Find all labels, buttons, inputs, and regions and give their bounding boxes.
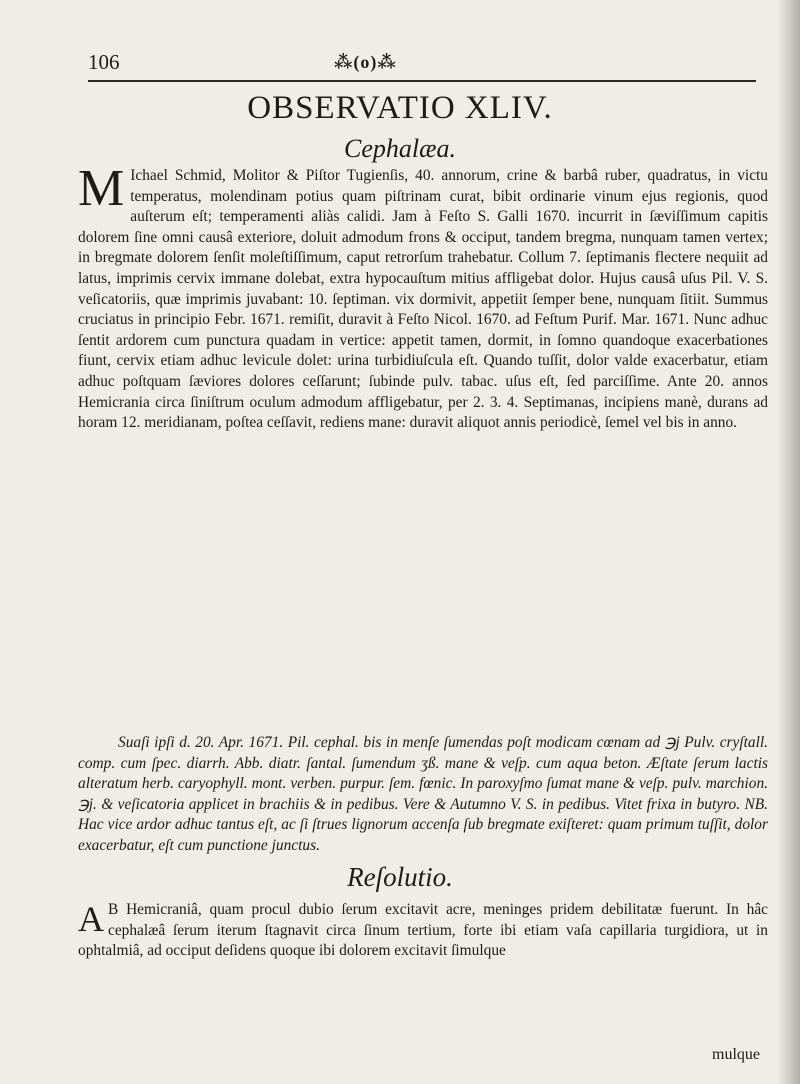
resolutio-paragraph (78, 900, 768, 962)
drop-cap: M (78, 160, 125, 217)
observation-text: Ichael Schmid, Molitor & Piſtor Tugienſis, 40. annorum, crine & barbâ ruber, quadratus, in victu temperatus, molendinam potius quam piſtrinam curat, bibit ordinarie vinum ejus regionis, quod auſterum eſt; temperamenti aliàs calidi. Jam à Feſto S. Galli 1670. incurrit in ſæviſſimum capitis dolorem ſine omni causâ exteriore, doluit admodum frons & occiput, tandem bregma, nunquam tamen vertex; in bregmate dolorem ſenſit moleſtiſſimum, caput retrorſum trahebatur. Collum 7. ſeptimanis flectere nequiit ad latus, imprimis cervix immane dolebat, extra hypocauſtum mitius affligebat dolor. Hujus causâ uſus Pil. V. S. veſicatoriis, quæ imprimis juvabant: 10. ſeptiman. vix dormivit, appetiit ſemper bene, nunquam ſitiit. Summus cruciatus in principio Febr. 1671. remiſit, duravit à Feſto Nicol. 1670. ad Feſtum Purif. Mar. 1671. Nunc adhuc ſentit ardorem cum punctura quadam in vertice: appetit tamen, dormit, in ſomno quandoque exacerbationes fiunt, cervix etiam adhuc levicule dolet: urina turbidiuſcula eſt. Quando tuſſit, dolor valde exacerbatur, etiam adhuc poſtquam ſæviores dolores ceſſarunt; ſubinde pulv. tabac. uſus eſt, ſed parciſſime. Ante 20. annos Hemicrania circa ſiniſtrum oculum admodum affligebatur, per 2. 3. 4. Septimanas, incipiens manè, durans ad horam 12. meridianam, poſtea ceſſavit, rediens mane: duravit aliquot annis periodicè, ſemel vel bis in anno. (78, 167, 768, 432)
prescription-paragraph (78, 733, 768, 857)
catchword: mulque (712, 1046, 760, 1063)
drop-cap: A (78, 899, 104, 939)
resolutio-heading: Reſolutio. (347, 862, 453, 892)
running-header (88, 48, 768, 78)
observation-subtitle: Cephalæa. (344, 134, 456, 163)
header-rule (88, 80, 756, 82)
resolutio-text: B Hemicraniâ, quam procul dubio ſerum excitavit acre, meninges pridem debilitatæ fuerunt. In hâc cephalæâ ſerum iterum ſtagnavit circa ſinum tertium, forte ibi etiam vaſa capillaria turgidiora, ut in ophtalmiâ, ad occiput deſidens quoque ibi dolorem excitavit ſimulque (78, 901, 768, 960)
page-number: 106 (88, 50, 120, 74)
header-ornament: ⁂(o)⁂ (334, 52, 397, 72)
prescription-text: Suaſi ipſi d. 20. Apr. 1671. Pil. cephal. bis in menſe ſumendas poſt modicam cœnam ad ℈j Pulv. cryſtall. comp. cum ſpec. diarrh. Abb. diatr. ſantal. ſumendum ʒß. mane & veſp. cum aqua beton. Æſtate ſerum lactis alteratum herb. caryophyll. mont. verben. purpur. ſem. fœnic. In paroxyſmo ſumat mane & veſp. pulv. marchion. ℈j. & veſicatoria applicet in brachiis & in pedibus. Vere & Autumno V. S. in pedibus. Vitet frixa in butyro. NB. Hac vice ardor adhuc tantus eſt, ac ſi ſtrues lignorum accenſa ſub bregmate exiſteret: quam primum tuſſit, dolor exacerbatur, eſt cum punctione junctus. (78, 734, 768, 854)
observation-paragraph (78, 160, 768, 434)
observation-title: OBSERVATIO XLIV. (247, 90, 553, 126)
